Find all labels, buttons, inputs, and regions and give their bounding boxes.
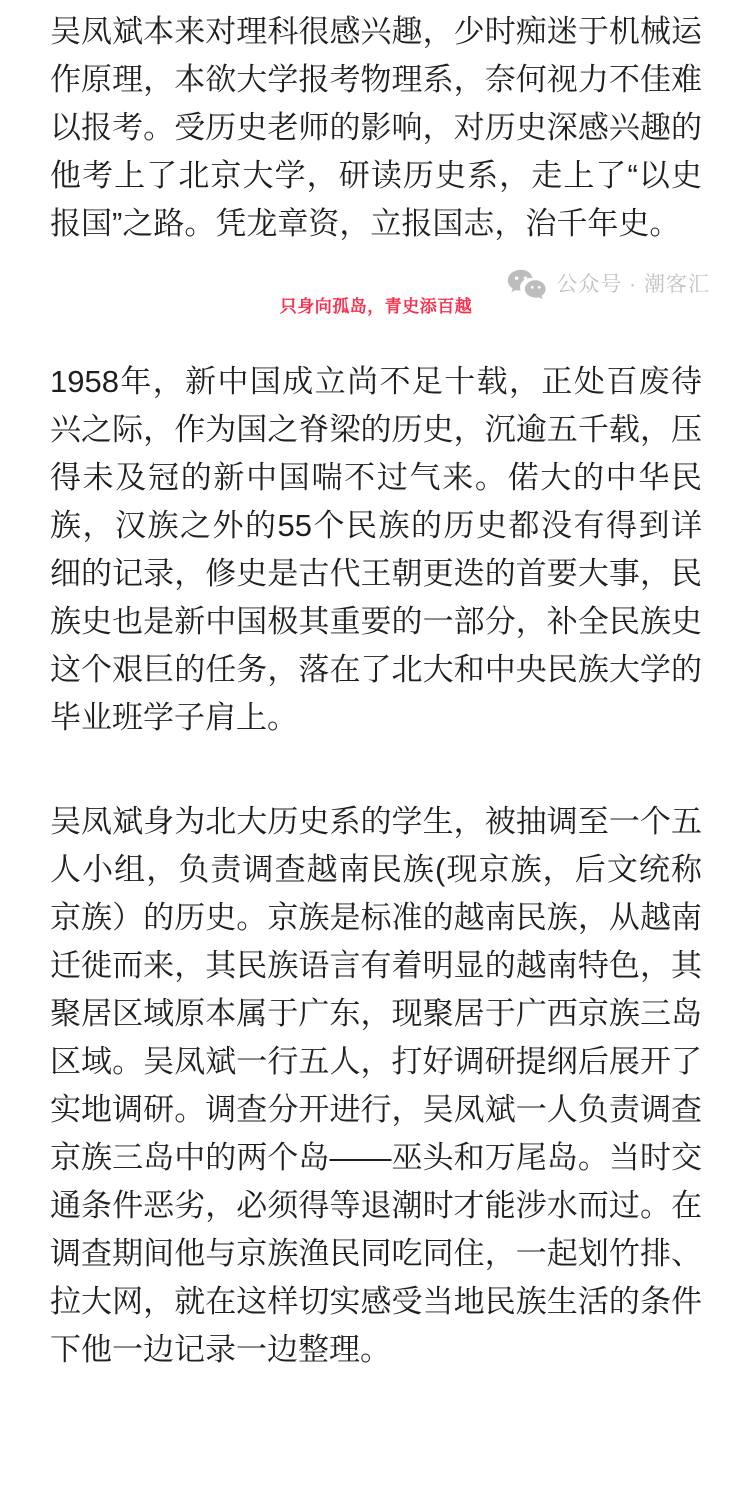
article-paragraph: 吴凤斌身为北大历史系的学生，被抽调至一个五人小组，负责调查越南民族(现京族，后文统称京族）的历史。京族是标准的越南民族，从越南迁徙而来，其民族语言有着明显的越南特色，其聚居区域原本属于广东，现聚居于广西京族三岛区域。吴凤斌一行五人，打好调研提纲后展开了实地调研。调查分开进行，吴凤斌一人负责调查京族三岛中的两个岛——巫头和万尾岛。当时交通条件恶劣，必须得等退潮时才能涉水而过。在调查期间他与京族渔民同吃同住，一起划竹排、拉大网，就在这样切实感受当地民族生活的条件下他一边记录一边整理。 — [50, 804, 702, 1367]
wechat-icon — [507, 269, 547, 300]
article-content — [0, 8, 742, 1374]
article-paragraph: 吴凤斌本来对理科很感兴趣，少时痴迷于机械运作原理，本欲大学报考物理系，奈何视力不佳难以报考。受历史老师的影响，对历史深感兴趣的他考上了北京大学，研读历史系，走上了“以史报国”之路。凭龙章资，立报国志，治千年史。 — [50, 14, 702, 241]
watermark-label: 公众号 · 潮客汇 — [556, 272, 710, 296]
article-paragraph: 1958年，新中国成立尚不足十载，正处百废待兴之际，作为国之脊梁的历史，沉逾五千载，压得未及冠的新中国喘不过气来。偌大的中华民族，汉族之外的55个民族的历史都没有得到详细的记录，修史是古代王朝更迭的首要大事，民族史也是新中国极其重要的一部分，补全民族史这个艰巨的任务，落在了北大和中央民族大学的毕业班学子肩上。 — [50, 364, 702, 735]
section-heading: 只身向孤岛，青史添百越 — [279, 297, 473, 316]
watermark — [507, 269, 710, 300]
